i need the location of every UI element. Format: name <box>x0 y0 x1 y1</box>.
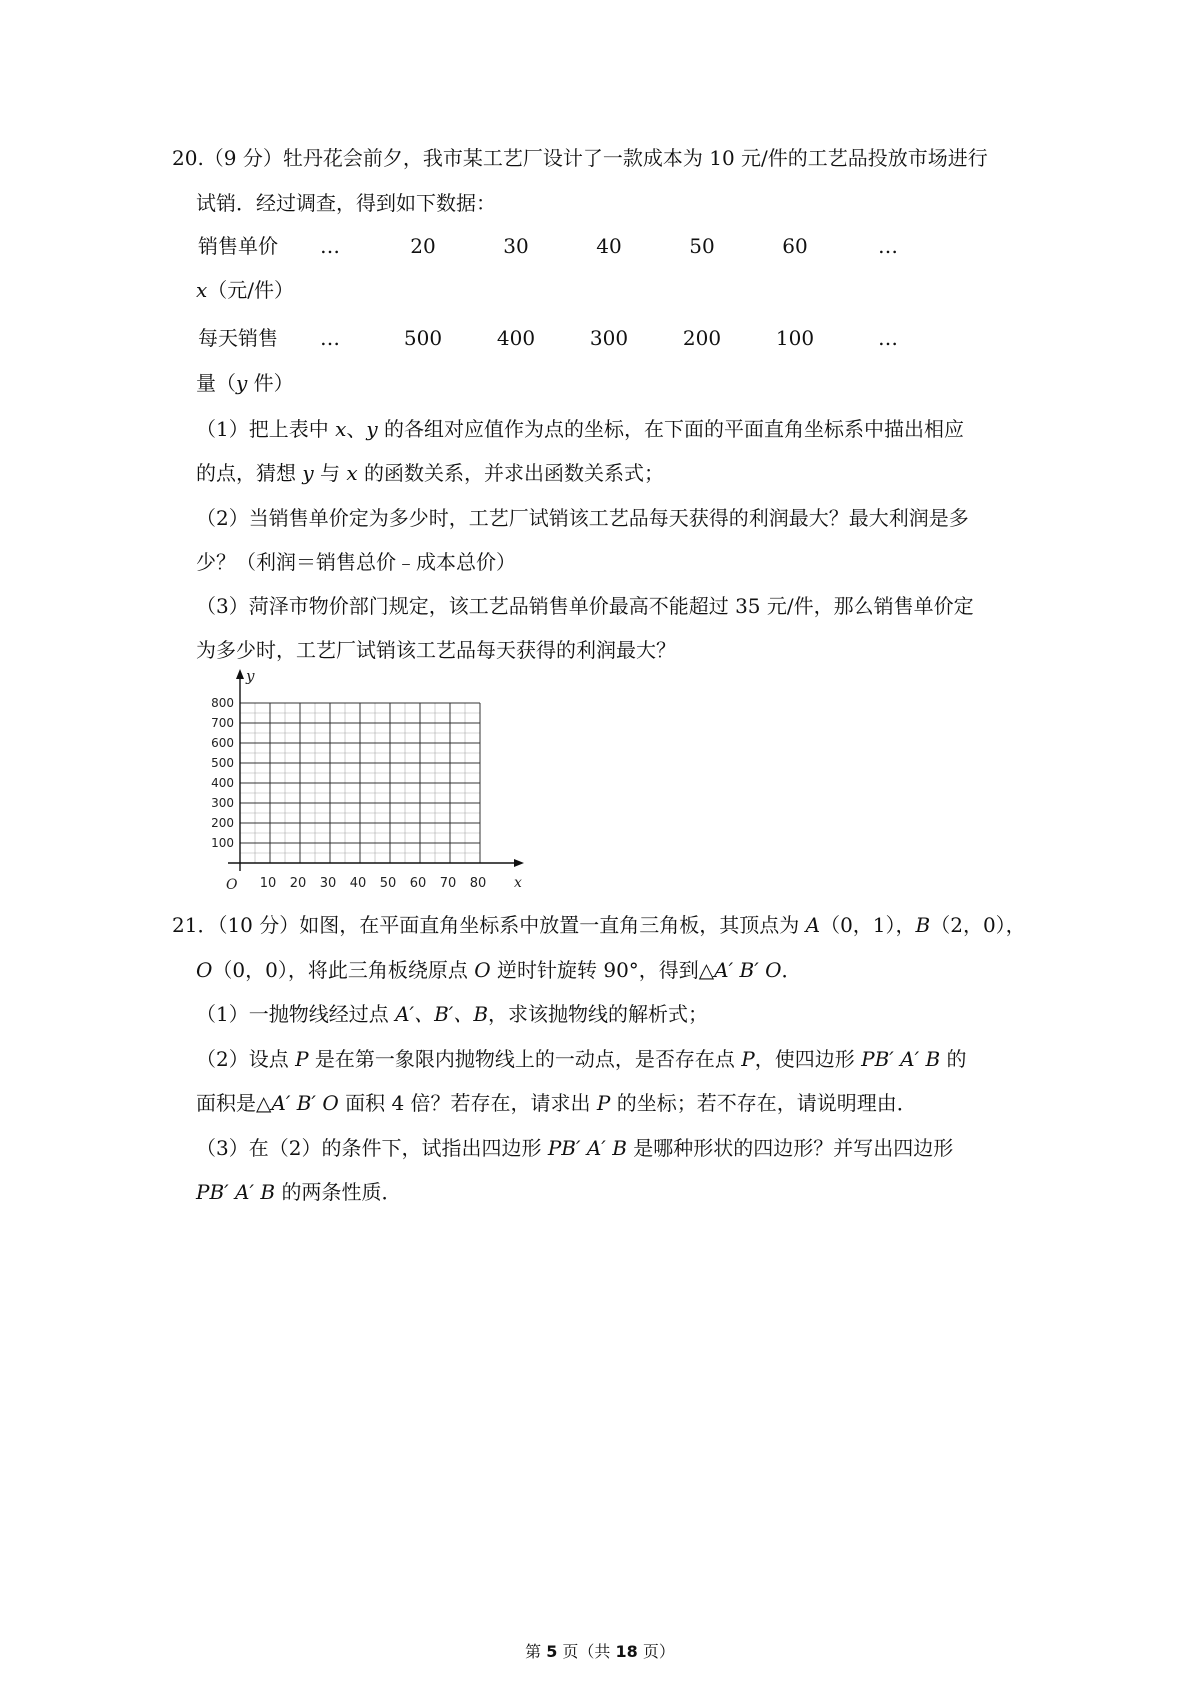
y-tick-label: 700 <box>211 716 234 730</box>
table-cell: 300 <box>589 326 629 350</box>
page-total: 18 <box>615 1642 638 1661</box>
coordinate-grid <box>210 667 540 900</box>
y-axis-label: y <box>246 667 255 685</box>
x-tick-label: 60 <box>409 876 427 891</box>
table-cell: … <box>878 234 898 258</box>
x-tick-label: 80 <box>469 876 487 891</box>
q20-part3-line2: 为多少时，工艺厂试销该工艺品每天获得的利润最大？ <box>196 638 676 662</box>
q21-part3-line1: （3）在（2）的条件下，试指出四边形 PB′ A′ B 是哪种形状的四边形？并写出四边形 <box>196 1136 954 1160</box>
y-tick-label: 400 <box>211 776 234 790</box>
y-tick-label: 600 <box>211 736 234 750</box>
q21-part3-line2: PB′ A′ B 的两条性质． <box>196 1180 402 1204</box>
page-footer: 第 5 页（共 18 页） <box>525 1642 675 1661</box>
table-cell: 200 <box>682 326 722 350</box>
x-tick-label: 50 <box>379 876 397 891</box>
y-tick-label: 800 <box>211 696 234 710</box>
x-tick-label: 10 <box>259 876 277 891</box>
y-tick-label: 300 <box>211 796 234 810</box>
q21-part2-line1: （2）设点 P 是在第一象限内抛物线上的一动点，是否存在点 P，使四边形 PB′ A′ B 的 <box>196 1047 967 1071</box>
q20-part1-line2: 的点，猜想 y 与 x 的函数关系，并求出函数关系式； <box>196 461 665 485</box>
q20-part2-line2: 少？（利润＝销售总价﹣成本总价） <box>196 550 516 574</box>
y-tick-label: 200 <box>211 816 234 830</box>
x-axis-label: x <box>514 875 522 891</box>
table-row2-label: 每天销售 <box>198 326 278 350</box>
q21-part2-line2: 面积是△A′ B′ O 面积 4 倍？若存在，请求出 P 的坐标；若不存在，请说明理由． <box>196 1091 917 1115</box>
q20-heading-cont: 试销．经过调查，得到如下数据： <box>196 191 496 215</box>
x-tick-label: 70 <box>439 876 457 891</box>
y-axis-arrow <box>236 669 244 679</box>
table-cell: 60 <box>782 234 808 258</box>
q20-part3-line1: （3）菏泽市物价部门规定，该工艺品销售单价最高不能超过 35 元/件，那么销售单价定 <box>196 594 974 618</box>
table-row1-label-unit: x（元/件） <box>196 278 295 302</box>
q20-part2-line1: （2）当销售单价定为多少时，工艺厂试销该工艺品每天获得的利润最大？最大利润是多 <box>196 506 969 530</box>
q20-heading: 20.（9 分）牡丹花会前夕，我市某工艺厂设计了一款成本为 10 元/件的工艺品投放市场进行 <box>172 146 988 170</box>
table-cell: … <box>320 234 340 258</box>
table-cell: 50 <box>689 234 715 258</box>
table-cell: 100 <box>775 326 815 350</box>
y-tick-label: 500 <box>211 756 234 770</box>
table-cell: 400 <box>496 326 536 350</box>
x-axis-arrow <box>514 859 524 867</box>
table-cell: 30 <box>503 234 529 258</box>
y-tick-label: 100 <box>211 836 234 850</box>
table-cell: … <box>878 326 898 350</box>
q21-part1: （1）一抛物线经过点 A′、B′、B，求该抛物线的解析式； <box>196 1002 709 1026</box>
table-cell: 40 <box>596 234 622 258</box>
origin-label: O <box>226 877 238 893</box>
x-tick-label: 20 <box>289 876 307 891</box>
x-tick-label: 40 <box>349 876 367 891</box>
table-cell: 20 <box>410 234 436 258</box>
q20-part1-line1: （1）把上表中 x、y 的各组对应值作为点的坐标，在下面的平面直角坐标系中描出相应 <box>196 417 965 441</box>
q21-heading: 21．（10 分）如图，在平面直角坐标系中放置一直角三角板，其顶点为 A（0，1），B（2，0）， <box>172 913 1026 937</box>
table-cell: 500 <box>403 326 443 350</box>
page-number: 5 <box>546 1642 558 1661</box>
q21-heading-cont: O（0，0），将此三角板绕原点 O 逆时针旋转 90°，得到△A′ B′ O． <box>196 958 802 982</box>
x-tick-label: 30 <box>319 876 337 891</box>
table-cell: … <box>320 326 340 350</box>
table-row1-label: 销售单价 <box>198 234 278 258</box>
table-row2-label-unit: 量（y 件） <box>196 371 294 395</box>
